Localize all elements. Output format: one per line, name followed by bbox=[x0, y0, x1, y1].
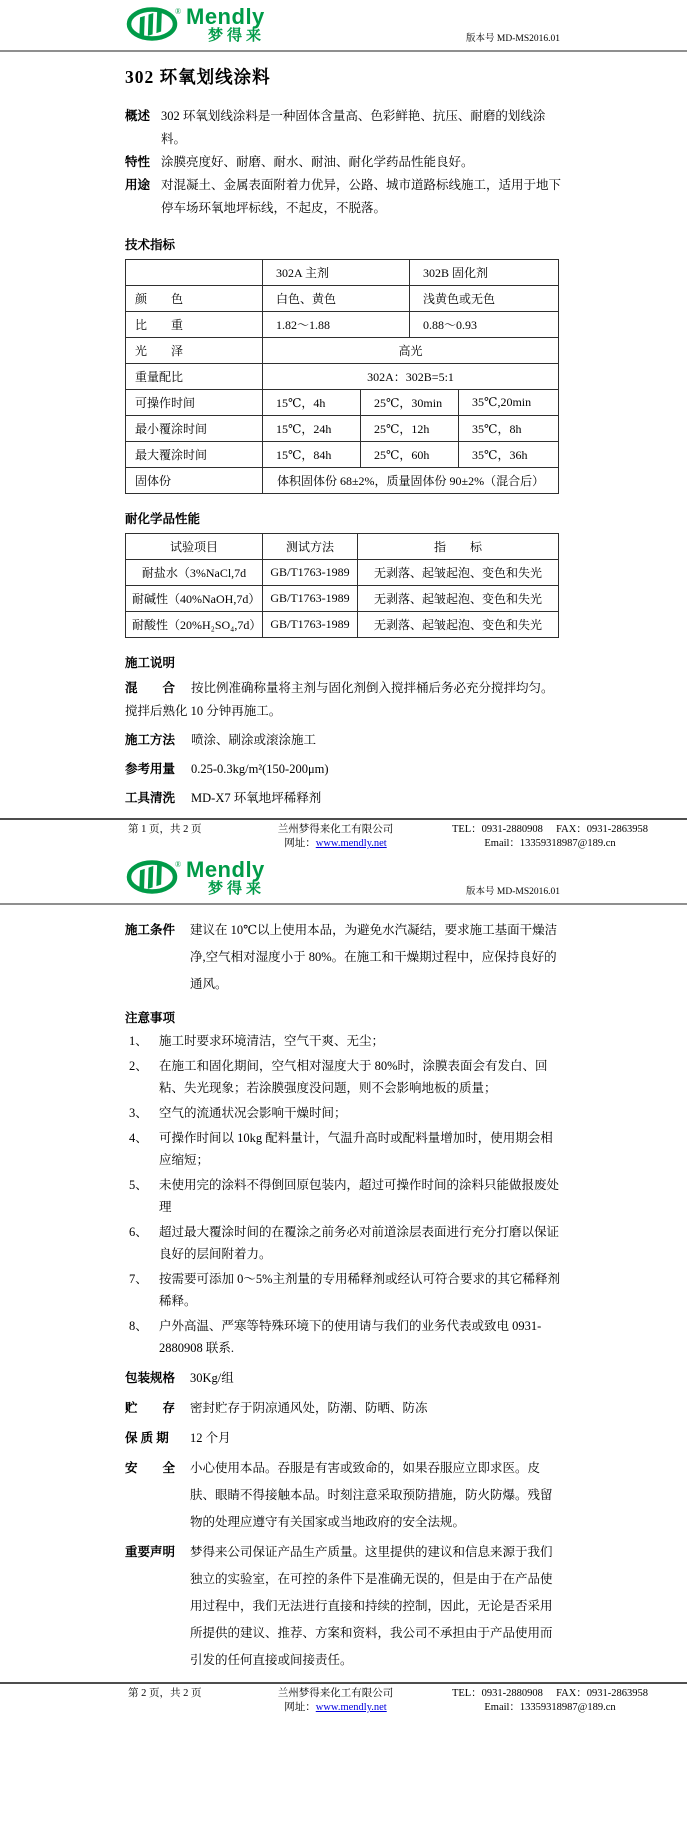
intro-text: 对混凝土、金属表面附着力优异，公路、城市道路标线施工，适用于地下停车场环氧地坪标线，不起皮，不脱落。 bbox=[161, 178, 562, 215]
table-row bbox=[126, 260, 559, 286]
table-cell: GB/T1763-1989 bbox=[263, 560, 358, 586]
info-item bbox=[125, 1455, 561, 1536]
info-label: 安 全 bbox=[125, 1461, 176, 1475]
table-cell: GB/T1763-1989 bbox=[263, 586, 358, 612]
table-cell: 35℃，8h bbox=[459, 416, 559, 442]
info-item bbox=[125, 1395, 561, 1422]
table-row bbox=[126, 586, 559, 612]
table-cell: 302A 主剂 bbox=[263, 260, 410, 286]
fax-label: FAX：0931-2863958 bbox=[556, 1688, 649, 1699]
table-cell bbox=[126, 260, 263, 286]
registered-mark: ® bbox=[175, 7, 182, 16]
note-text: 空气的流通状况会影响干燥时间； bbox=[159, 1106, 347, 1120]
table-cell: 无剥落、起皱起泡、变色和失光 bbox=[358, 560, 559, 586]
application-text: 喷涂、刷涂或滚涂施工 bbox=[191, 733, 317, 747]
bottom-whitespace bbox=[0, 1717, 687, 1822]
registered-mark: ® bbox=[175, 860, 182, 869]
note-item bbox=[125, 1268, 561, 1312]
tech-specs-table bbox=[125, 259, 559, 494]
version-label: 版本号 MD-MS2016.01 bbox=[466, 34, 560, 44]
page-title: 302 环氧划线涂料 bbox=[125, 67, 271, 87]
table-cell: 光 泽 bbox=[126, 338, 263, 364]
table-row bbox=[126, 312, 559, 338]
note-number: 4、 bbox=[129, 1131, 148, 1145]
header-divider bbox=[0, 50, 687, 52]
table-cell: 302A：302B=5:1 bbox=[263, 364, 559, 390]
company-name: 兰州梦得来化工有限公司 bbox=[277, 1688, 394, 1699]
note-number: 3、 bbox=[129, 1106, 148, 1120]
table-cell: 试验项目 bbox=[126, 534, 263, 560]
note-text: 可操作时间以 10kg 配料量计，气温升高时或配料量增加时，使用期会相应缩短； bbox=[159, 1131, 553, 1167]
table-row bbox=[126, 560, 559, 586]
table-cell: 指 标 bbox=[358, 534, 559, 560]
table-cell: 白色、黄色 bbox=[263, 286, 410, 312]
note-number: 8、 bbox=[129, 1319, 148, 1333]
page2-content bbox=[125, 917, 561, 1674]
table-row bbox=[126, 364, 559, 390]
note-item bbox=[125, 1174, 561, 1218]
table-cell: 浅黄色或无色 bbox=[410, 286, 559, 312]
intro-label: 特性 bbox=[125, 155, 151, 169]
table-cell: 15℃，84h bbox=[263, 442, 361, 468]
page1-footer bbox=[0, 820, 687, 853]
note-item bbox=[125, 1221, 561, 1265]
table-row bbox=[126, 286, 559, 312]
table-row bbox=[126, 534, 559, 560]
company-logo bbox=[126, 859, 687, 897]
company-name: 兰州梦得来化工有限公司 bbox=[277, 824, 394, 835]
note-text: 按需要可添加 0～5%主剂量的专用稀释剂或经认可符合要求的其它稀释剂稀释。 bbox=[159, 1272, 561, 1308]
note-item bbox=[125, 1315, 561, 1359]
table-cell: 最小覆涂时间 bbox=[126, 416, 263, 442]
note-number: 1、 bbox=[129, 1034, 148, 1048]
table-cell: 无剥落、起皱起泡、变色和失光 bbox=[358, 586, 559, 612]
info-label: 贮 存 bbox=[125, 1401, 176, 1415]
note-item bbox=[125, 1030, 561, 1052]
header-divider-page2 bbox=[0, 903, 687, 905]
website-link[interactable]: www.mendly.net bbox=[315, 1702, 387, 1713]
table-row bbox=[126, 442, 559, 468]
intro-item bbox=[125, 151, 561, 174]
page1-content bbox=[125, 64, 561, 810]
table-cell: GB/T1763-1989 bbox=[263, 612, 358, 638]
table-cell: 25℃，60h bbox=[361, 442, 459, 468]
note-item bbox=[125, 1102, 561, 1124]
intro-text: 涂膜亮度好、耐磨、耐水、耐油、耐化学药品性能良好。 bbox=[161, 155, 474, 169]
page-number: 第 2 页，共 2 页 bbox=[128, 1688, 202, 1699]
email-label: Email：13359318987@189.cn bbox=[484, 838, 616, 849]
table-cell: 固体份 bbox=[126, 468, 263, 494]
application-label: 混 合 bbox=[125, 681, 176, 695]
brand-name-chinese: 梦得来 bbox=[208, 28, 266, 44]
brand-name-chinese: 梦得来 bbox=[208, 881, 266, 897]
info-text: 12 个月 bbox=[190, 1431, 231, 1445]
note-number: 2、 bbox=[129, 1059, 148, 1073]
note-text: 在施工和固化期间，空气相对湿度大于 80%时，涂膜表面会有发白、回粘、失光现象；若涂膜强度没问题，则不会影响地板的质量； bbox=[159, 1059, 548, 1095]
note-text: 施工时要求环境清洁，空气干爽、无尘； bbox=[159, 1034, 385, 1048]
application-label: 施工方法 bbox=[125, 733, 176, 747]
table-cell: 15℃，4h bbox=[263, 390, 361, 416]
company-logo bbox=[126, 6, 687, 44]
mendly-logo-icon bbox=[126, 859, 182, 895]
info-text: 梦得来公司保证产品生产质量。这里提供的建议和信息来源于我们独立的实验室，在可控的条件下是准确无误的，但是由于在产品使用过程中，我们无法进行直接和持续的控制，因此，无论是否采用所提供的建议、推荐、方案和资料，我公司不承担由于产品使用而引发的任何直接或间接责任。 bbox=[190, 1545, 553, 1667]
page2-header bbox=[0, 853, 687, 903]
application-item bbox=[125, 787, 561, 810]
note-item bbox=[125, 1127, 561, 1171]
table-row bbox=[126, 468, 559, 494]
info-text: 密封贮存于阴凉通风处，防潮、防晒、防冻 bbox=[190, 1401, 428, 1415]
table-cell: 比 重 bbox=[126, 312, 263, 338]
table-row bbox=[126, 416, 559, 442]
tel-label: TEL：0931-2880908 bbox=[451, 1688, 543, 1699]
info-text: 小心使用本品。吞服是有害或致命的，如果吞服应立即求医。皮肤、眼睛不得接触本品。时刻注意采取预防措施，防火防爆。残留物的处理应遵守有关国家或当地政府的安全法规。 bbox=[190, 1461, 553, 1529]
tel-label: TEL：0931-2880908 bbox=[451, 824, 543, 835]
info-section bbox=[125, 1365, 561, 1674]
application-section bbox=[125, 677, 561, 810]
info-label: 包装规格 bbox=[125, 1371, 176, 1385]
table-row bbox=[126, 390, 559, 416]
email-label: Email：13359318987@189.cn bbox=[484, 1702, 616, 1713]
note-text: 未使用完的涂料不得倒回原包装内，超过可操作时间的涂料只能做报废处理 bbox=[159, 1178, 560, 1214]
table-cell: 0.88～0.93 bbox=[410, 312, 559, 338]
note-text: 超过最大覆涂时间的在覆涂之前务必对前道涂层表面进行充分打磨以保证良好的层间附着力。 bbox=[159, 1225, 560, 1261]
table-cell: 15℃，24h bbox=[263, 416, 361, 442]
chem-resistance-table bbox=[125, 533, 559, 638]
table-row bbox=[126, 338, 559, 364]
info-item bbox=[125, 1365, 561, 1392]
tech-specs-heading: 技术指标 bbox=[125, 238, 176, 252]
application-label: 工具清洗 bbox=[125, 791, 176, 805]
table-cell: 1.82～1.88 bbox=[263, 312, 410, 338]
table-cell: 25℃，30min bbox=[361, 390, 459, 416]
notes-list bbox=[125, 1030, 561, 1359]
note-number: 7、 bbox=[129, 1272, 148, 1286]
brand-name: Mendly bbox=[186, 4, 265, 29]
table-cell: 35℃,20min bbox=[459, 390, 559, 416]
note-number: 5、 bbox=[129, 1178, 148, 1192]
table-cell: 可操作时间 bbox=[126, 390, 263, 416]
chem-resistance-heading: 耐化学品性能 bbox=[125, 512, 201, 526]
application-item bbox=[125, 729, 561, 752]
application-text: 0.25-0.3kg/m²(150-200μm) bbox=[191, 762, 329, 776]
table-cell: 重量配比 bbox=[126, 364, 263, 390]
application-item bbox=[125, 677, 561, 723]
page-number: 第 1 页，共 2 页 bbox=[128, 824, 202, 835]
info-label: 保 质 期 bbox=[125, 1431, 169, 1445]
conditions-item bbox=[125, 917, 561, 998]
table-cell: 耐盐水（3%NaCl,7d bbox=[126, 560, 263, 586]
intro-item bbox=[125, 105, 561, 151]
info-label: 重要声明 bbox=[125, 1545, 176, 1559]
info-item bbox=[125, 1539, 561, 1674]
application-text: 按比例准确称量将主剂与固化剂倒入搅拌桶后务必充分搅拌均匀。搅拌后熟化 10 分钟再施工。 bbox=[125, 681, 554, 718]
version-label: 版本号 MD-MS2016.01 bbox=[466, 887, 560, 897]
table-cell: 25℃，12h bbox=[361, 416, 459, 442]
brand-name: Mendly bbox=[186, 857, 265, 882]
mendly-logo-icon bbox=[126, 6, 182, 42]
application-label: 参考用量 bbox=[125, 762, 176, 776]
intro-label: 用途 bbox=[125, 178, 151, 192]
conditions-text: 建议在 10℃以上使用本品，为避免水汽凝结，要求施工基面干燥洁净,空气相对湿度小于 80%。在施工和干燥期过程中，应保持良好的通风。 bbox=[190, 923, 558, 991]
table-row bbox=[126, 612, 559, 638]
page1-header bbox=[0, 0, 687, 50]
website-label: 网址： bbox=[284, 838, 316, 849]
info-text: 30Kg/组 bbox=[190, 1371, 234, 1385]
table-cell: 35℃，36h bbox=[459, 442, 559, 468]
intro-label: 概述 bbox=[125, 109, 151, 123]
table-cell: 体积固体份 68±2%，质量固体份 90±2%（混合后） bbox=[263, 468, 559, 494]
table-cell: 高光 bbox=[263, 338, 559, 364]
intro-section bbox=[125, 105, 561, 220]
table-cell: 耐碱性（40%NaOH,7d） bbox=[126, 586, 263, 612]
info-item bbox=[125, 1425, 561, 1452]
website-label: 网址： bbox=[284, 1702, 316, 1713]
conditions-label: 施工条件 bbox=[125, 923, 176, 937]
table-cell: 颜 色 bbox=[126, 286, 263, 312]
application-item bbox=[125, 758, 561, 781]
table-cell: 302B 固化剂 bbox=[410, 260, 559, 286]
table-cell: 无剥落、起皱起泡、变色和失光 bbox=[358, 612, 559, 638]
notes-heading: 注意事项 bbox=[125, 1011, 176, 1025]
website-link[interactable]: www.mendly.net bbox=[315, 838, 387, 849]
fax-label: FAX：0931-2863958 bbox=[556, 824, 649, 835]
application-heading: 施工说明 bbox=[125, 656, 176, 670]
application-text: MD-X7 环氧地坪稀释剂 bbox=[191, 791, 322, 805]
note-item bbox=[125, 1055, 561, 1099]
intro-text: 302 环氧划线涂料是一种固体含量高、色彩鲜艳、抗压、耐磨的划线涂料。 bbox=[161, 109, 546, 146]
table-cell: 耐酸性（20%H₂SO₄,7d） bbox=[126, 612, 263, 638]
page2-footer bbox=[0, 1684, 687, 1717]
note-text: 户外高温、严寒等特殊环境下的使用请与我们的业务代表或致电 0931-2880908 联系. bbox=[159, 1319, 542, 1355]
table-cell: 最大覆涂时间 bbox=[126, 442, 263, 468]
intro-item bbox=[125, 174, 561, 220]
table-cell: 测试方法 bbox=[263, 534, 358, 560]
note-number: 6、 bbox=[129, 1225, 148, 1239]
